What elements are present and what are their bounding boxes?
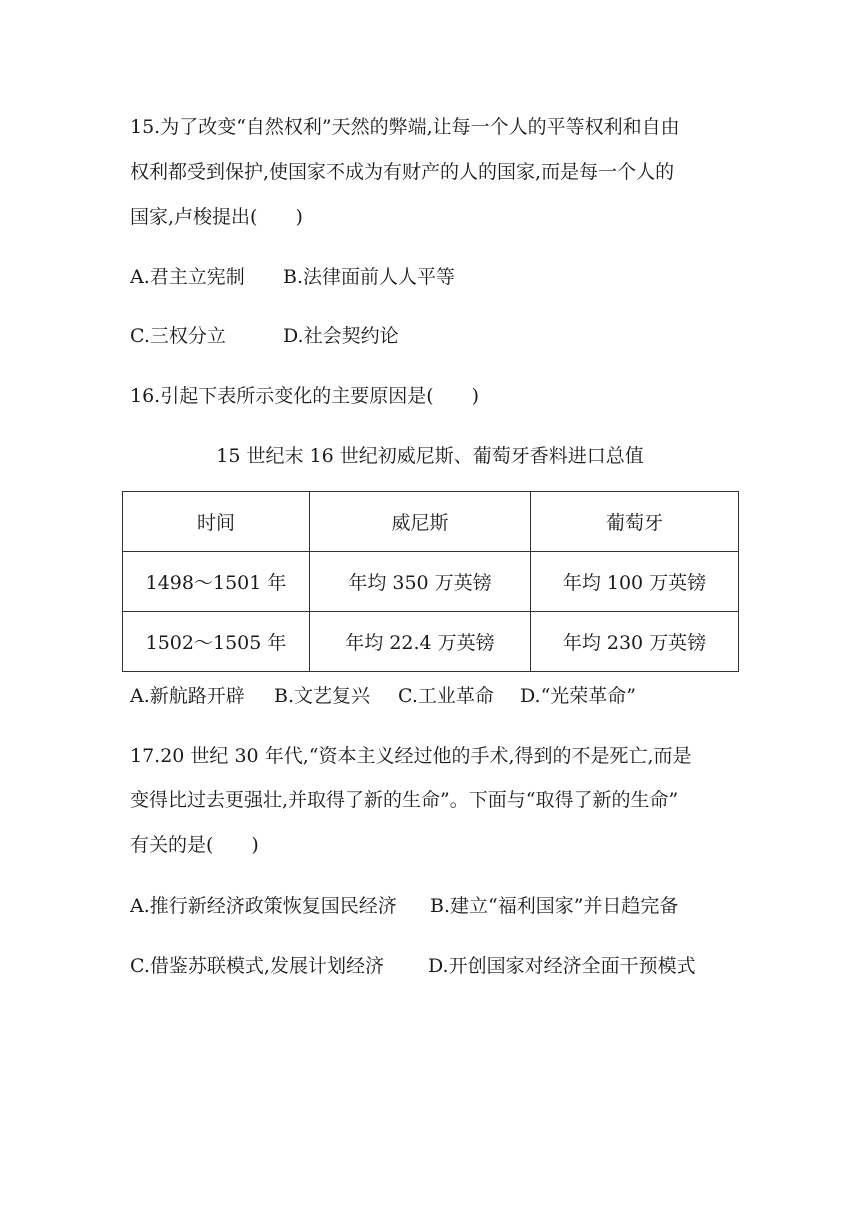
table-header-cell: 威尼斯 — [310, 492, 531, 552]
q16-table-title: 15 世纪末 16 世纪初威尼斯、葡萄牙香料进口总值 — [216, 445, 644, 467]
table-cell: 年均 100 万英镑 — [531, 552, 739, 612]
q16-option-d: D.“光荣革命” — [520, 685, 637, 707]
q17-options-row-2 — [130, 954, 696, 978]
q15-stem-line-2: 权利都受到保护,使国家不成为有财产的人的国家,而是每一个人的 — [130, 161, 675, 183]
table-header-cell: 葡萄牙 — [531, 492, 739, 552]
table-cell: 年均 350 万英镑 — [310, 552, 531, 612]
table-row — [123, 552, 739, 612]
q17-stem-line-2: 变得比过去更强壮,并取得了新的生命”。下面与“取得了新的生命” — [130, 789, 679, 811]
q15-options-row-1 — [130, 265, 455, 289]
q16-stem: 16.引起下表所示变化的主要原因是( ) — [130, 385, 480, 407]
q17-option-a: A.推行新经济政策恢复国民经济 — [130, 895, 397, 917]
q16-option-a: A.新航路开辟 — [130, 685, 245, 707]
q17-stem-line-1: 17.20 世纪 30 年代,“资本主义经过他的手术,得到的不是死亡,而是 — [130, 745, 692, 767]
q17-option-d: D.开创国家对经济全面干预模式 — [428, 955, 696, 977]
table-row — [123, 612, 739, 672]
table-cell: 1502～1505 年 — [123, 612, 310, 672]
q17-option-c: C.借鉴苏联模式,发展计划经济 — [130, 955, 384, 977]
q15-stem-line-1: 15.为了改变“自然权利”天然的弊端,让每一个人的平等权利和自由 — [130, 116, 680, 138]
q16-option-b: B.文艺复兴 — [274, 685, 371, 707]
q16-options-row — [130, 684, 636, 708]
spice-import-table — [122, 491, 739, 672]
table-header-cell: 时间 — [123, 492, 310, 552]
table-cell: 1498～1501 年 — [123, 552, 310, 612]
q15-stem-line-3: 国家,卢梭提出( ) — [130, 206, 303, 228]
q15-option-d: D.社会契约论 — [283, 325, 399, 347]
q17-stem-line-3: 有关的是( ) — [130, 834, 259, 856]
q15-options-row-2 — [130, 324, 399, 348]
q17-options-row-1 — [130, 894, 678, 918]
q15-option-c: C.三权分立 — [130, 325, 226, 347]
table-cell: 年均 22.4 万英镑 — [310, 612, 531, 672]
q16-option-c: C.工业革命 — [398, 685, 494, 707]
q15-option-a: A.君主立宪制 — [130, 266, 245, 288]
table-header-row — [123, 492, 739, 552]
q15-option-b: B.法律面前人人平等 — [283, 266, 456, 288]
table-cell: 年均 230 万英镑 — [531, 612, 739, 672]
q17-option-b: B.建立“福利国家”并日趋完备 — [430, 895, 679, 917]
